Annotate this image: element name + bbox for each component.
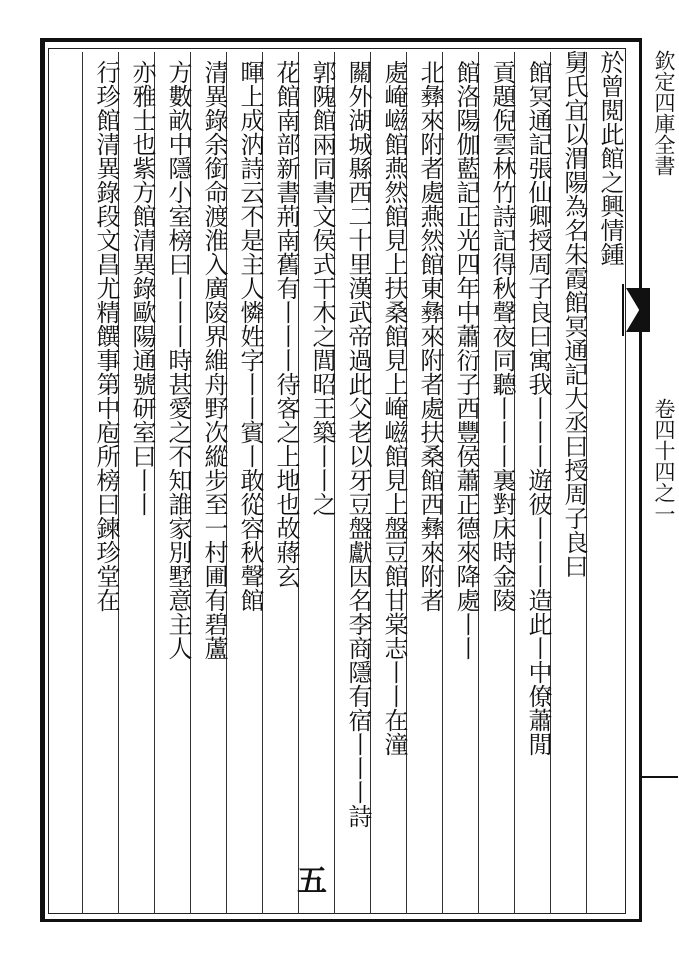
text-column-6: 北彝來附者處燕然館東彝來附者處扶桑館西彝來附者 [416, 60, 444, 612]
text-column-1: 於曾閲此館之興情鍾 [596, 50, 624, 266]
text-column-3: 館冥通記張仙卿授周子良曰寓我丨丨丨遊彼丨丨丨造此丨中僚蕭閒 [524, 60, 552, 756]
text-column-14: 亦雅士也紫方館清異錄歐陽通號研室曰丨丨 [128, 60, 156, 516]
text-column-4: 貢題倪雲林竹詩記得秋聲夜同聽丨丨丨裏對床時金陵 [488, 60, 516, 612]
text-column-5: 館洛陽伽藍記正光四年中蕭衍子西豐侯蕭正德來降處丨丨 [452, 60, 480, 660]
text-column-12: 清異錄余銜命渡淮入廣陵界維舟野次縱步至一村圃有碧蘆 [200, 60, 228, 660]
text-column-11: 暉上成汭詩云不是主人憐姓字丨丨賓丨敢從容秋聲館 [236, 60, 264, 612]
margin-tick [640, 776, 678, 778]
text-column-13: 方數畝中隱小室榜曰丨丨丨時甚愛之不知誰家別墅意主人 [164, 60, 192, 660]
text-column-9: 郭隗館兩同書文侯式干木之閭昭王築丨丨之 [308, 60, 336, 516]
page-number: 五 [297, 864, 327, 899]
running-header-juan: 卷四十四之一 [652, 398, 676, 524]
text-column-15: 行珍館清異錄段文昌尤精饌事第中庖所榜曰鍊珍堂在 [92, 60, 120, 612]
text-column-8: 關外湖城縣西二十里漢武帝過此父老以牙豆盤獻因名李商隱有宿丨丨丨詩 [344, 60, 372, 828]
running-header-title: 欽定四庫全書 [652, 50, 676, 176]
text-column-7: 處崦嵫館燕然館見上扶桑館見上崦嵫館見上盤豆館甘棠志丨丨在潼 [380, 60, 408, 756]
text-column-10: 花館南部新書荊南舊有丨丨丨待客之上地也故蔣玄 [272, 60, 300, 588]
text-column-2: 舅氏宜以渭陽為名朱霞館冥通記大丞曰授周子良曰 [560, 50, 588, 578]
